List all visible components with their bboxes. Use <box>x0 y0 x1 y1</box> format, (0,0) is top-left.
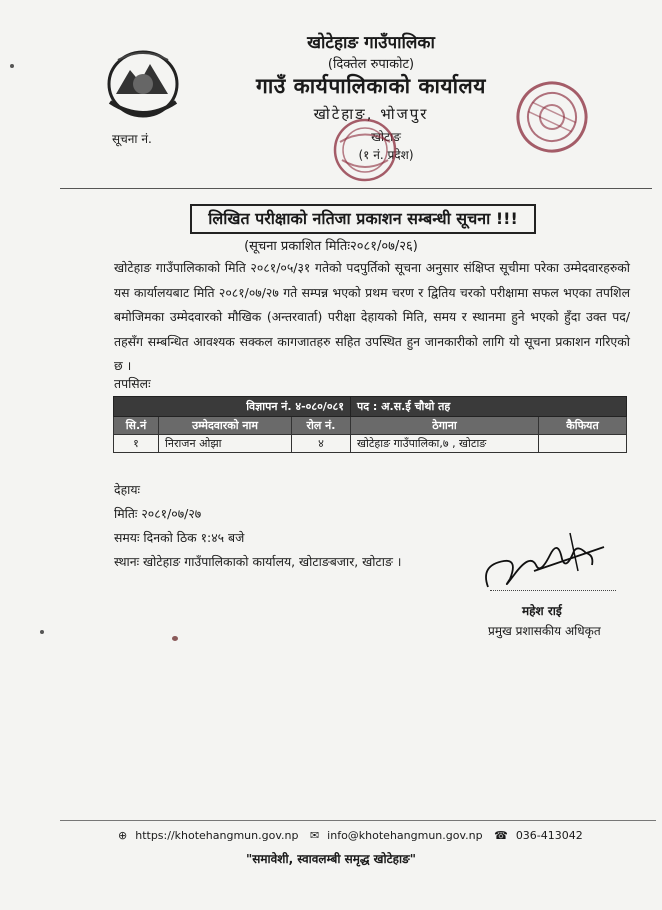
cell-remarks <box>539 435 627 453</box>
details-label: तपसिलः <box>114 376 151 391</box>
province-line: (१ नं. प्रदेश) <box>358 148 414 162</box>
phone-icon: ☎ <box>494 829 508 842</box>
schedule-place: स्थानः खोटेहाङ गाउँपालिकाको कार्यालय, खोटाङबजार, खोटाङ । <box>114 554 402 569</box>
header-divider <box>60 188 652 189</box>
footer-contacts <box>118 829 591 842</box>
signature-icon <box>474 525 614 605</box>
notice-number-label: सूचना नं. <box>112 132 152 146</box>
col-header-remarks: कैफियत <box>539 417 627 435</box>
schedule-heading: देहायः <box>114 482 141 497</box>
table-header-row <box>114 417 627 435</box>
col-header-name: उम्मेदवारको नाम <box>159 417 292 435</box>
signatory-name: महेश राई <box>522 604 562 618</box>
globe-icon: ⊕ <box>118 829 128 842</box>
office-name: खोटेहाङ गाउँपालिका <box>307 33 435 53</box>
notice-body: खोटेहाङ गाउँपालिकाको मिति २०८१/०५/३१ गतेको पदपुर्तिको सूचना अनुसार संक्षिप्त सूचीमा परेका उम्मेदवारहरुको यस कार्यालयबाट मिति २०८१/०७/२७ गते सम्पन्न भएको प्रथम चरण र द्वितिय चरको परीक्षामा सफल भएका तपशिल बमोजिमका उम्मेदवारको मौखिक (अन्तरवार्ता) परीक्षा देहायको मिति, समय र स्थानमा हुने भएको हुँदा उक्त पद/तहसँग सम्बन्धित आवश्यक सक्कल कागजातहरु सहित उपस्थित हुन जानकारीको लागि यो सूचना प्रकाशन गरिएको छ । <box>114 260 630 374</box>
col-header-sn: सि.नं <box>114 417 159 435</box>
table-row <box>114 435 627 453</box>
ad-number: विज्ञापन नं. ४-०८०/०८१ <box>114 397 351 417</box>
footer-divider <box>60 820 656 821</box>
office-stamp-icon <box>300 112 430 187</box>
phone-number: 036-413042 <box>515 829 583 842</box>
cell-sn: १ <box>114 435 159 453</box>
schedule-date: मितिः २०८१/०७/२७ <box>114 506 202 521</box>
published-date: (सूचना प्रकाशित मितिः२०८१/०७/२६) <box>244 239 418 254</box>
schedule-time: समयः दिनको ठिक १:४५ बजे <box>114 530 245 545</box>
address-line: खोटाङ <box>371 130 401 144</box>
mail-icon: ✉ <box>309 829 320 842</box>
office-subline: (दिक्तेल रुपाकोट) <box>327 57 415 72</box>
scan-speck <box>172 636 178 641</box>
signature-line <box>490 590 616 591</box>
schedule-block <box>114 478 401 574</box>
candidate-table <box>113 396 627 453</box>
district-line: खोटेहाङ, भोजपुर <box>313 105 429 123</box>
table-banner-row <box>114 397 627 417</box>
email-link[interactable]: info@khotehangmun.gov.np <box>327 829 483 842</box>
scan-speck <box>10 64 14 68</box>
round-stamp-icon <box>508 72 596 162</box>
cell-roll: ४ <box>292 435 351 453</box>
website-link[interactable]: https://khotehangmun.gov.np <box>135 829 299 842</box>
scan-speck <box>40 630 44 634</box>
notice-title: लिखित परीक्षाको नतिजा प्रकाशन सम्बन्धी सूचना !!! <box>190 204 536 234</box>
cell-address: खोटेहाङ गाउँपालिका,७ , खोटाङ <box>351 435 539 453</box>
post-label: पद : अ.स.ई चौथो तह <box>351 397 627 417</box>
footer-motto: "समावेशी, स्वावलम्बी समृद्ध खोटेहाङ" <box>245 852 417 866</box>
signatory-title: प्रमुख प्रशासकीय अधिकृत <box>488 624 601 638</box>
col-header-address: ठेगाना <box>351 417 539 435</box>
col-header-roll: रोल नं. <box>292 417 351 435</box>
cell-name: निराजन ओझा <box>159 435 292 453</box>
executive-office-title: गाउँ कार्यपालिकाको कार्यालय <box>256 74 486 98</box>
